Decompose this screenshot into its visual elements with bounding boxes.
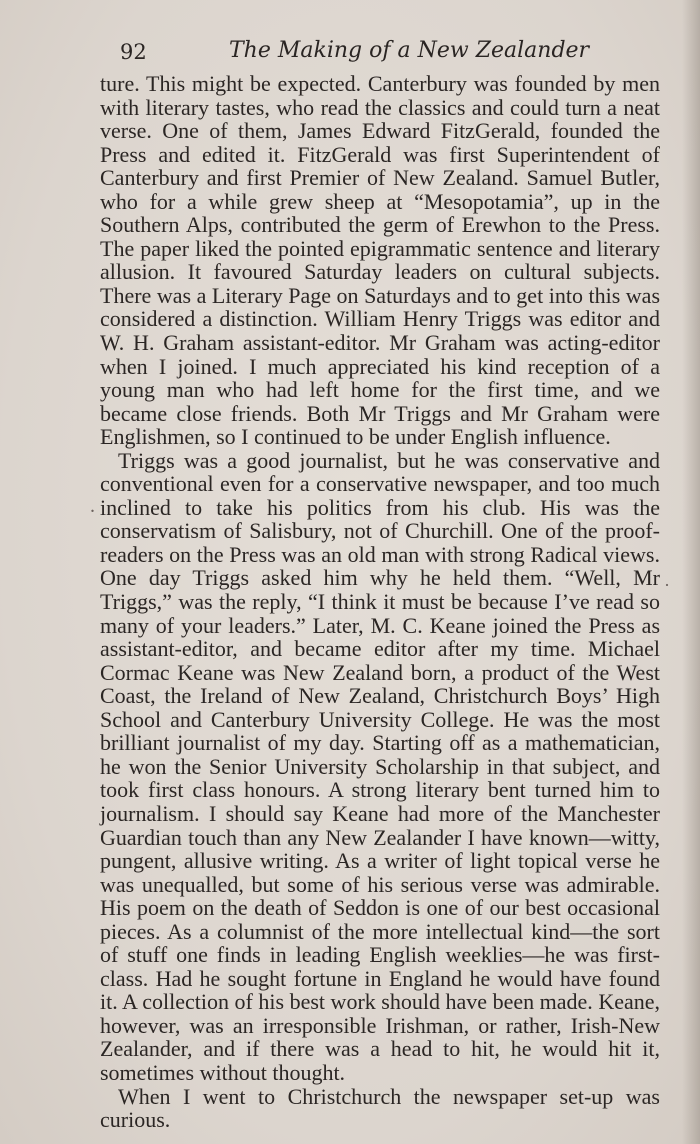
paragraph: Triggs was a good journalist, but he was conservative and conventional even for a conservative newspaper, and too much inclined to take his politics from his club. His was the conservatism of Salisbury, not of Churchill. One of the proof-readers on the Press was an old man with strong Radical views. One day Triggs asked him why he held them. “Well, Mr Triggs,” was the reply, “I think it must be because I’ve read so many of your leaders.” Later, M. C. Keane joined the Press as assistant-editor, and became editor after my time. Michael Cormac Keane was New Zealand born, a product of the West Coast, the Ireland of New Zealand, Christchurch Boys’ High School and Canterbury University College. He was the most brilliant journalist of my day. Starting off as a mathematician, he won the Senior University Scholarship in that subject, and took first class honours. A strong literary bent turned him to journalism. I should say Keane had more of the Manchester Guardian touch than any New Zealander I have known—witty, pungent, allusive writing. As a writer of light topical verse he was unequalled, but some of his serious verse was admirable. His poem on the death of Seddon is one of our best occasional pieces. As a columnist of the more intellectual kind—the sort of stuff one finds in leading English weeklies—he was first-class. Had he sought fortune in England he would have found it. A collection of his best work should have been made. Keane, however, was an irresponsible Irishman, or rather, Irish-New Zealander, and if there was a head to hit, he would hit it, sometimes without thought. [100,447,660,1085]
page-edge-shadow [682,0,700,1144]
page-number: 92 [120,40,147,64]
paragraph: When I went to Christchurch the newspaper set-up was curious. [100,1083,660,1133]
page-header [102,38,662,68]
body-text [100,72,660,1132]
margin-mark: . [90,495,95,517]
margin-mark: · [664,575,670,595]
paragraph: ture. This might be expected. Canterbury was founded by men with literary tastes, who read the classics and could turn a neat verse. One of them, James Edward FitzGerald, founded the Press and edited it. FitzGerald was first Superintendent of Canterbury and first Premier of New Zealand. Samuel Butler, who for a while grew sheep at “Mesopotamia”, up in the Southern Alps, contributed the germ of Erewhon to the Press. The paper liked the pointed epigrammatic sentence and literary allusion. It favoured Saturday leaders on cultural subjects. There was a Literary Page on Saturdays and to get into this was considered a distinction. William Henry Triggs was editor and W. H. Graham assistant-editor. Mr Graham was acting-editor when I joined. I much appreciated his kind reception of a young man who had left home for the first time, and we became close friends. Both Mr Triggs and Mr Graham were Englishmen, so I continued to be under English influence. [100,71,660,450]
running-title: The Making of a New Zealander [229,38,590,63]
